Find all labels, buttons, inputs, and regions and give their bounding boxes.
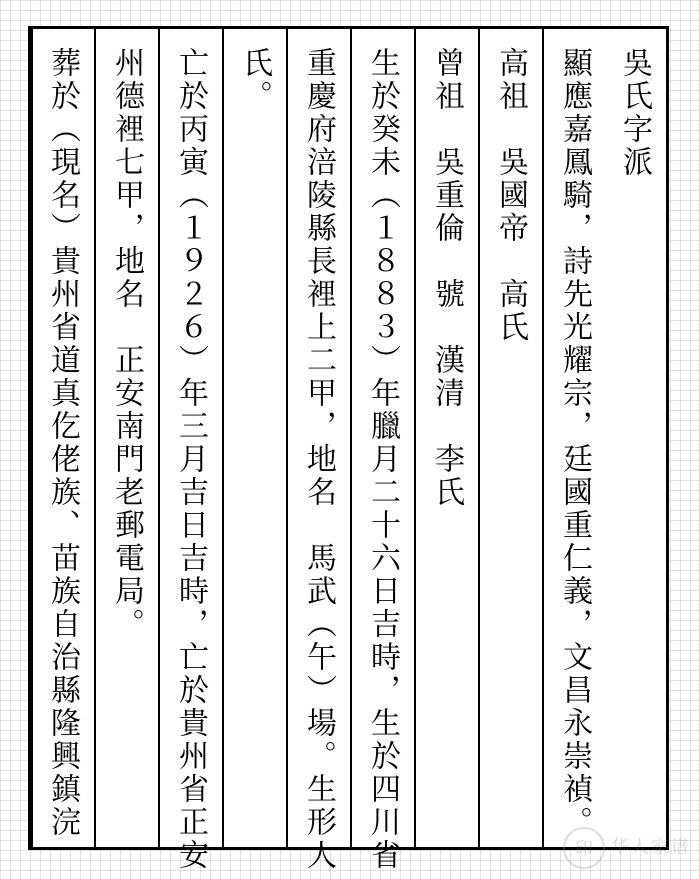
column-9-death-place: 州德裡七甲，地名 正安南門老郵電局。 <box>94 29 158 847</box>
watermark-seal <box>541 825 691 871</box>
column-2-generation-poem: 顯應嘉鳳騎，詩先光耀宗，廷國重仁義，文昌永崇禎。 <box>542 29 606 847</box>
seal-icon: 印 <box>563 827 605 869</box>
column-7-surname-end: 氏。 <box>222 29 286 847</box>
column-10-burial-record: 葬於（現名）貴州省道真仡佬族、苗族自治縣隆興鎮浣 <box>31 29 94 847</box>
column-3-great-great-grandfather: 高祖 吳國帝 高氏 <box>478 29 542 847</box>
column-4-great-grandfather: 曾祖 吳重倫 號 漢清 李氏 <box>414 29 478 847</box>
column-8-death-record: 亡於丙寅（１９２６）年三月吉日吉時，亡於貴州省正安 <box>158 29 222 847</box>
column-1-clan-title: 吳氏字派 <box>617 47 652 179</box>
column-6-birthplace: 重慶府涪陵縣長裡上二甲，地名 馬武（午）場。生形人 <box>286 29 350 847</box>
watermark-text: 华人家谱 <box>611 837 691 858</box>
column-5-birth-record: 生於癸未（１８８３）年臘月二十六日吉時，生於四川省 <box>350 29 414 847</box>
